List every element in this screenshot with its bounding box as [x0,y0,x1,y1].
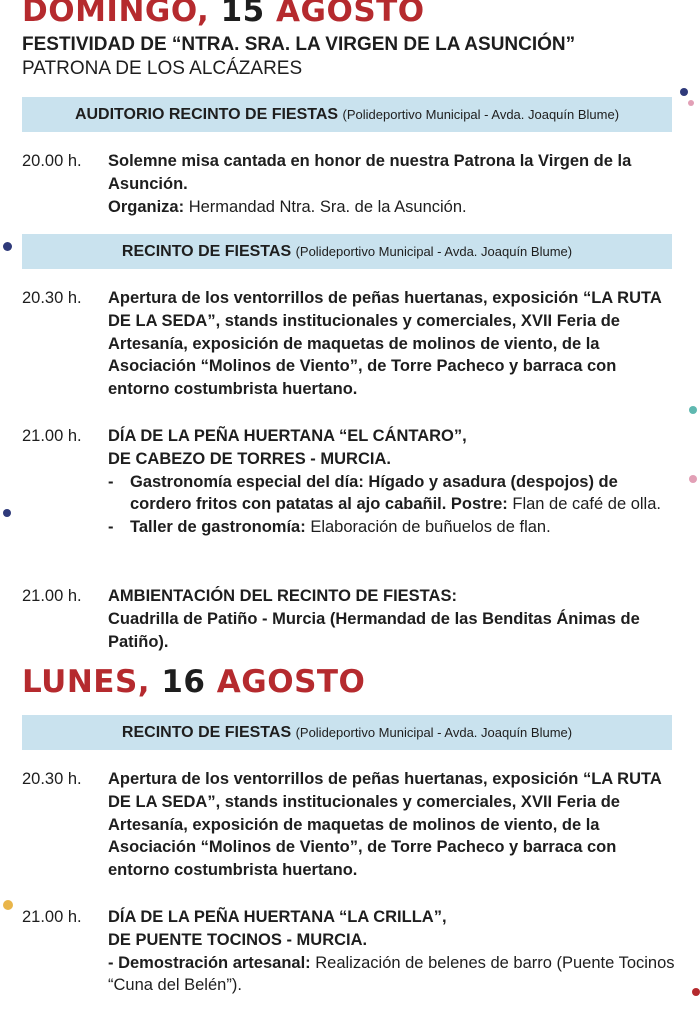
event-time: 21.00 h. [22,908,82,926]
venue-banner-auditorio [22,97,672,132]
item-bold: Taller de gastronomía: [130,518,306,537]
confetti-dot [3,900,13,910]
confetti-dot [689,475,697,483]
event-text: Cuadrilla de Patiño - Murcia (Hermandad de las Benditas Ánimas de Patiño). [108,609,640,651]
event-text: Apertura de los ventorrillos de peñas huertanas, exposición “LA RUTA DE LA SEDA”, stands institucionales y comerciales, XVII Feria de Artesanía, exposición de maquetas de molinos de viento, de la Asociación “Molinos de Viento”, de Torre Pacheco y barraca con entorno costumbrista huertano. [108,770,662,880]
confetti-dot [692,988,700,996]
event-title: DÍA DE LA PEÑA HUERTANA “LA CRILLA”, [108,908,447,926]
festivity-title: FESTIVIDAD DE “NTRA. SRA. LA VIRGEN DE LA ASUNCIÓN” [22,34,576,55]
event-title-line2: DE PUENTE TOCINOS - MURCIA. [108,930,368,949]
day-heading-lunes [22,665,365,699]
item-text: Realización de belenes de barro (Puente Tocinos “Cuna del Belén”). [108,953,675,995]
event-text: Apertura de los ventorrillos de peñas huertanas, exposición “LA RUTA DE LA SEDA”, stands institucionales y comerciales, XVII Feria de Artesanía, exposición de maquetas de molinos de viento, de la Asociación “Molinos de Viento”, de Torre Pacheco y barraca con entorno costumbrista huertano. [108,289,662,399]
list-item: - Taller de gastronomía: Elaboración de buñuelos de flan. [108,518,551,537]
month: AGOSTO [276,0,425,29]
confetti-dot [3,509,11,517]
event-time: 20.00 h. [22,152,82,170]
venue-address: (Polideportivo Municipal - Avda. Joaquín Blume) [295,725,573,740]
confetti-dot [689,406,697,414]
item-bold: - Demostración artesanal: [108,953,311,972]
patrona-subtitle: PATRONA DE LOS ALCÁZARES [22,58,303,79]
event-time: 20.30 h. [22,770,82,788]
item-bold: Gastronomía especial del día: Hígado y asadura (despojos) de cordero fritos con patatas al ajo cabañil. Postre: [130,472,618,514]
event-time: 21.00 h. [22,427,82,445]
day-heading-domingo [22,0,425,28]
venue-banner-recinto [22,234,672,269]
venue-address: (Polideportivo Municipal - Avda. Joaquín Blume) [342,107,620,122]
item-text: Elaboración de buñuelos de flan. [310,518,551,537]
event-title: AMBIENTACIÓN DEL RECINTO DE FIESTAS: [108,587,457,605]
venue-banner-recinto [22,715,672,750]
organizer: Hermandad Ntra. Sra. de la Asunción. [188,197,467,216]
venue-address: (Polideportivo Municipal - Avda. Joaquín Blume) [295,244,573,259]
day-number: 15 [220,0,265,29]
month: AGOSTO [216,664,366,700]
day-of-week: DOMINGO, [22,0,210,29]
event-time: 20.30 h. [22,289,82,307]
list-item [108,952,682,998]
day-of-week: LUNES, [22,664,151,700]
confetti-dot [3,242,12,251]
event-title: DÍA DE LA PEÑA HUERTANA “EL CÁNTARO”, [108,427,467,445]
venue-title: RECINTO DE FIESTAS [121,243,292,260]
confetti-dot [680,88,688,96]
day-number: 16 [161,664,206,700]
venue-title: RECINTO DE FIESTAS [121,724,292,741]
event-text: Solemne misa cantada en honor de nuestra Patrona la Virgen de la Asunción. [108,152,632,193]
item-text: Flan de café de olla. [512,495,661,514]
event-title-line2: DE CABEZO DE TORRES - MURCIA. [108,449,391,468]
list-item: - Gastronomía especial del día: Hígado y asadura (despojos) de cordero fritos con patatas al ajo cabañil. Postre: Flan de café de olla. [108,472,661,514]
event-time: 21.00 h. [22,587,82,605]
organizer-label: Organiza: [108,197,185,216]
confetti-dot [688,100,694,106]
venue-title: AUDITORIO RECINTO DE FIESTAS [74,106,339,123]
